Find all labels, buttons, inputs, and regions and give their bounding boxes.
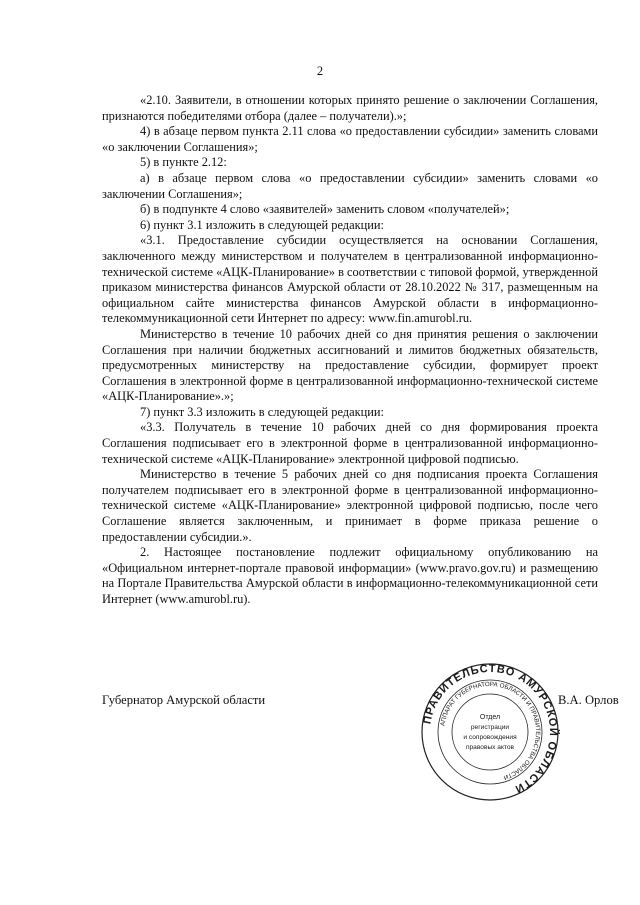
seal-outer-text: ПРАВИТЕЛЬСТВО АМУРСКОЙ ОБЛАСТИ [421, 662, 560, 796]
paragraph-publication: 2. Настоящее постановление подлежит официальному опубликованию на «Официальном интернет-портале правовой информации» (www.pravo.gov.ru) и размещению на Портале Правительства Амурской области в информационно-телекоммуникационной сети Интернет (www.amurobl.ru). [102, 545, 598, 606]
seal-center-line-4: правовых актов [465, 744, 515, 751]
paragraph-item-5a: а) в абзаце первом слова «о предоставлении субсидии» заменить словами «о заключении Соглашения»; [102, 170, 598, 201]
paragraph-3-1: «3.1. Предоставление субсидии осуществляется на основании Соглашения, заключенного между министерством и получателем в централизованной информационно-технической системе «АЦК-Планирование» в соответствии с типовой формой, утвержденной приказом министерства финансов Амурской области от 28.10.2022 № 317, размещенным на официальном сайте министерства финансов Амурской области в информационно-телекоммуникационной сети Интернет по адресу: www.fin.amurobl.ru. [102, 233, 598, 326]
paragraph-item-6: 6) пункт 3.1 изложить в следующей редакции: [140, 217, 384, 232]
paragraph-2-10: «2.10. Заявители, в отношении которых принято решение о заключении Соглашения, признаются победителями отбора (далее – получатели).»; [102, 93, 598, 123]
seal-center-line-3: и сопровождения [463, 734, 517, 741]
seal-inner-text: АППАРАТ ГУБЕРНАТОРА ОБЛАСТИ И ПРАВИТЕЛЬСТВА ОБЛАСТИ [439, 680, 542, 781]
signer-title: Губернатор Амурской области [102, 693, 266, 707]
page-number: 2 [316, 64, 324, 78]
seal-center-line-1: Отдел [479, 714, 501, 721]
paragraph-item-4: 4) в абзаце первом пункта 2.11 слова «о предоставлении субсидии» заменить словами «о заключении Соглашения»; [102, 124, 598, 154]
signer-name: В.А. Орлов [558, 693, 619, 707]
document-body [102, 93, 598, 608]
paragraph-ministry-5-days: Министерство в течение 5 рабочих дней со дня подписания проекта Соглашения получателем подписывает его в электронной форме в централизованной информационно-технической системе «АЦК-Планирование» электронной цифровой подписью, после чего Соглашение является заключенным, и принимает в форме приказа решение о предоставлении субсидии.». [102, 467, 598, 544]
official-seal [420, 662, 560, 802]
paragraph-item-5b: б) в подпункте 4 слово «заявителей» заменить словом «получателей»; [140, 202, 510, 217]
paragraph-3-3: «3.3. Получатель в течение 10 рабочих дней со дня формирования проекта Соглашения подписывает его в электронной форме в централизованной информационно-технической системе «АЦК-Планирование» электронной цифровой подписью. [102, 420, 598, 466]
paragraph-ministry-10-days: Министерство в течение 10 рабочих дней со дня принятия решения о заключении Соглашения при наличии бюджетных ассигнований и лимитов бюджетных обязательств, предусмотренных министерству на предоставление субсидии, формирует проект Соглашения в электронной форме в централизованной информационно-технической системе «АЦК-Планирование».»; [102, 326, 598, 404]
seal-center-line-2: регистрации [470, 724, 510, 731]
paragraph-item-7: 7) пункт 3.3 изложить в следующей редакции: [140, 404, 384, 419]
paragraph-item-5: 5) в пункте 2.12: [140, 155, 227, 170]
